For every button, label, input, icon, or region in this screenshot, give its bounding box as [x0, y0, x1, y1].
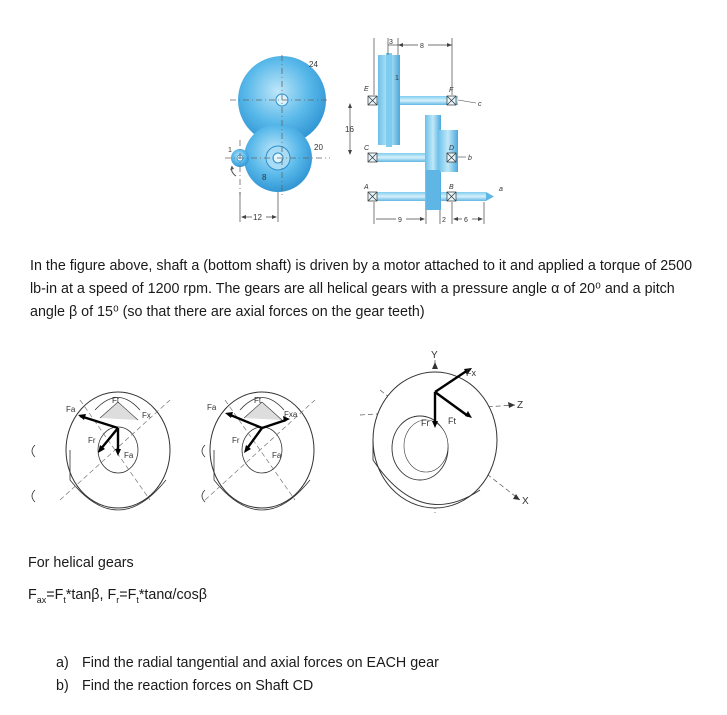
right-gear-diagram	[360, 350, 529, 515]
dim-9: 9	[398, 217, 402, 224]
right-label-ft: Ft	[448, 416, 456, 426]
marker-1-left: 1	[228, 147, 232, 154]
task-list	[56, 652, 439, 698]
left-label-ft: Ft	[112, 396, 120, 405]
helical-gears-title: For helical gears	[28, 555, 134, 571]
fax-lhs: F	[28, 587, 37, 603]
label-E: E	[364, 86, 369, 93]
label-C: C	[364, 145, 370, 152]
label-shaft-b: b	[468, 155, 472, 162]
gear-hub-right	[438, 130, 458, 172]
label-B: B	[449, 184, 454, 191]
fr-lhs: F	[107, 587, 117, 603]
marker-1-right: 1	[395, 75, 399, 82]
task-a	[56, 652, 439, 675]
mid-label-fr: Fr	[232, 436, 240, 445]
fax-rhs: =F	[46, 587, 64, 603]
axis-label-y: Y	[431, 350, 438, 361]
dim-20: 20	[314, 143, 323, 152]
label-shaft-c: c	[478, 101, 482, 108]
task-marker: a)	[56, 655, 69, 671]
mid-label-fa: Fa	[207, 403, 217, 412]
gear-train-figure	[0, 0, 727, 240]
left-label-fcz: Fa	[124, 451, 134, 460]
right-label-fr: Fr	[421, 418, 430, 428]
axis-label-x: X	[522, 496, 529, 507]
task-b	[56, 675, 439, 698]
right-label-fx: Fx	[466, 368, 476, 378]
mid-label-ft: Ft	[254, 396, 262, 405]
left-label-fx: Fx	[142, 411, 151, 420]
middle-gear-diagram	[202, 392, 315, 510]
dim-6: 6	[464, 217, 468, 224]
fax-sub-t: t	[63, 594, 66, 605]
fr-sub-t: t	[136, 594, 139, 605]
fr-rhs: =F	[119, 587, 137, 603]
label-F: F	[449, 87, 454, 94]
task-marker: b)	[56, 678, 69, 694]
left-label-fa: Fa	[66, 405, 76, 414]
axis-label-z: Z	[517, 400, 524, 411]
label-shaft-a: a	[499, 186, 503, 193]
fr-tail: *tanα/cosβ	[138, 587, 207, 603]
task-text: Find the radial tangential and axial forces on EACH gear	[82, 655, 439, 671]
dim-2: 2	[442, 217, 446, 224]
left-gear-diagram	[32, 392, 170, 510]
problem-statement: In the figure above, shaft a (bottom shaft) is driven by a motor attached to it and applied a torque of 2500 lb-in at a speed of 1200 rpm. The gears are all helical gears with a pressure angle α of 20⁰ and a pitch angle β of 15⁰ (so that there are axial forces on the gear teeth)	[30, 258, 693, 320]
label-A: A	[364, 184, 369, 191]
dim-3: 3	[389, 39, 393, 46]
dim-8: 8	[420, 43, 424, 50]
dim-12: 12	[253, 213, 262, 222]
helical-force-figure	[0, 340, 727, 520]
mid-label-fx: Fxa	[284, 410, 298, 419]
fax-tail: *tanβ,	[65, 587, 104, 603]
label-D: D	[449, 145, 455, 152]
dim-24: 24	[309, 60, 318, 69]
fr-sub: r	[116, 594, 120, 605]
fax-sub: ax	[36, 594, 47, 605]
helical-formulas	[28, 584, 207, 612]
task-text: Find the reaction forces on Shaft CD	[82, 678, 314, 694]
mid-label-fcz: Fa	[272, 451, 282, 460]
dim-8-pinion: 8	[262, 173, 267, 182]
left-label-fr: Fr	[88, 436, 96, 445]
dim-16: 16	[345, 125, 354, 134]
